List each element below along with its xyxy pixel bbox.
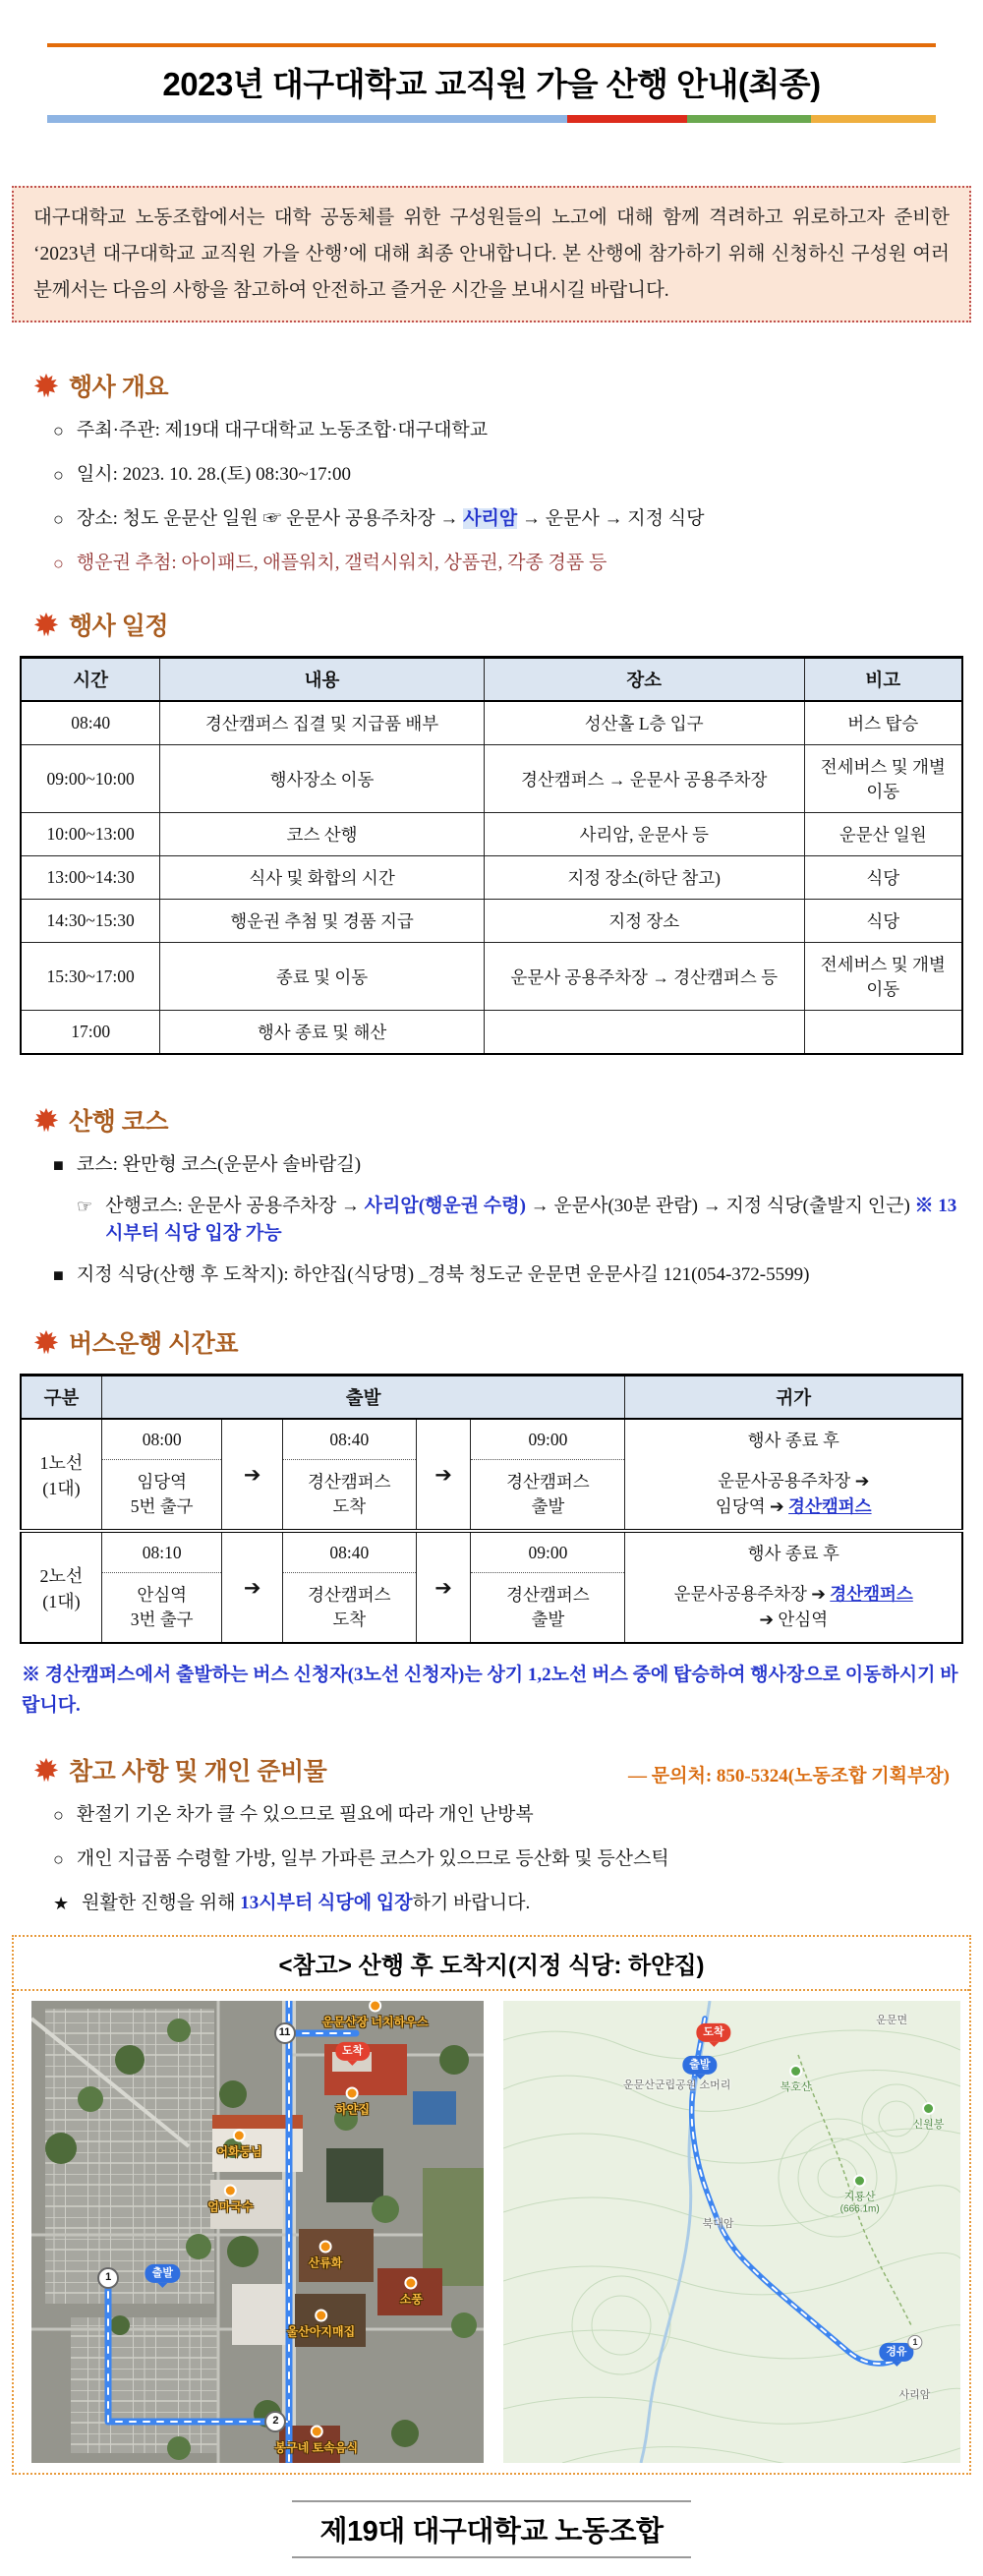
contact-info: ― 문의처: 850-5324(노동조합 기획부장) — [628, 1766, 950, 1786]
schedule-table — [20, 656, 963, 1055]
line-text — [77, 417, 963, 444]
line-text — [77, 505, 963, 533]
arrow-cell: ➔ — [416, 1531, 471, 1643]
table-cell: 13:00~14:30 — [21, 856, 160, 900]
return-route — [625, 1573, 961, 1642]
bus-body — [21, 1419, 962, 1643]
table-cell: 지정 장소(하단 참고) — [484, 856, 804, 900]
footer-organization: 제19대 대구대학교 노동조합 — [292, 2500, 690, 2558]
text-emphasis: 행운권 추첨: 아이패드, 애플워치, 갤럭시워치, 상품권, 각종 경품 등 — [76, 553, 607, 573]
stop-place — [471, 1573, 624, 1642]
text-segment: 원활한 진행을 위해 — [82, 1893, 241, 1913]
text-segment: 운문사공용주차장 ➔ — [718, 1471, 870, 1492]
route-number-marker: 2 — [264, 2411, 286, 2432]
poi-label — [275, 2425, 358, 2455]
poi-marker-icon — [319, 2240, 332, 2253]
stop-place-line: 임당역 — [137, 1471, 188, 1492]
poi-label — [309, 2240, 343, 2270]
text-segment: 장소: 청도 운문산 일원 ☞ 운문사 공용주차장 → — [76, 508, 464, 529]
poi-name: 하얀집 — [335, 2102, 370, 2117]
return-route-line — [625, 1469, 961, 1493]
destination-pin: 도착 — [696, 2023, 730, 2042]
peak-label — [912, 2102, 944, 2132]
text-emphasis: 사리암 — [463, 508, 518, 529]
notes-item — [53, 1845, 963, 1873]
section-heading — [33, 607, 963, 642]
poi-name: 엄마국수 — [207, 2199, 254, 2214]
column-header: 시간 — [21, 658, 160, 702]
text-segment: 지정 식당(산행 후 도착지): 하얀집(식당명) _경북 청도군 운문면 운문사길 121(054-372-5599) — [76, 1264, 810, 1285]
table-cell: 지정 장소 — [484, 900, 804, 943]
notes-item — [53, 1801, 963, 1829]
notes-list — [53, 1801, 963, 1917]
text-segment: 환절기 기온 차가 클 수 있으므로 필요에 따라 개인 난방복 — [76, 1804, 534, 1825]
header-color-bar — [47, 115, 936, 123]
column-header: 장소 — [484, 658, 804, 702]
line-text — [77, 1801, 963, 1829]
text-emphasis: 사리암(행운권 수령) — [364, 1196, 526, 1216]
return-route — [625, 1460, 961, 1529]
return-cell — [625, 1419, 962, 1531]
table-row — [21, 813, 962, 856]
poi-label — [322, 2001, 429, 2030]
route-number-marker: 1 — [97, 2267, 119, 2289]
table-cell: 코스 산행 — [160, 813, 485, 856]
return-route-line — [625, 1494, 961, 1519]
peak-marker-icon — [922, 2102, 935, 2115]
poi-marker-icon — [369, 2001, 381, 2013]
table-cell: 14:30~15:30 — [21, 900, 160, 943]
route-label-cell: 2노선 (1대) — [21, 1531, 101, 1643]
return-top: 행사 종료 후 — [747, 1430, 839, 1450]
table-row — [21, 701, 962, 745]
table-cell: 전세버스 및 개별 이동 — [804, 745, 962, 813]
text-segment: 산행코스: 운문사 공용주차장 → — [105, 1196, 365, 1216]
maple-leaf-icon — [33, 1107, 59, 1133]
maple-leaf-icon — [33, 1329, 59, 1355]
peak-marker-icon — [789, 2065, 802, 2078]
section-title: 버스운행 시간표 — [69, 1330, 238, 1358]
section-schedule — [20, 607, 963, 1055]
poi-label — [216, 2129, 261, 2159]
stop-place — [102, 1573, 222, 1642]
table-cell: 08:40 — [21, 701, 160, 745]
section-course — [20, 1102, 963, 1289]
table-cell — [484, 1011, 804, 1055]
text-segment: ➔ 안심역 — [759, 1609, 829, 1629]
color-bar-gold — [811, 115, 936, 123]
page-title: 2023년 대구대학교 교직원 가을 산행 안내(최종) — [162, 66, 821, 102]
stop-place-line: 경산캠퍼스 — [308, 1471, 391, 1492]
text-segment: 코스: 완만형 코스(운문사 솔바람길) — [76, 1154, 362, 1175]
stop-time: 09:00 — [471, 1533, 624, 1573]
arrow-cell: ➔ — [416, 1419, 471, 1531]
header-row — [21, 658, 962, 702]
table-cell: 버스 탑승 — [804, 701, 962, 745]
table-cell: 행사장소 이동 — [160, 745, 485, 813]
stop-place-line: 경산캠퍼스 — [506, 1471, 590, 1492]
table-cell: 경산캠퍼스 집결 및 지급품 배부 — [160, 701, 485, 745]
poi-label — [287, 2310, 356, 2340]
route-label-cell: 1노선 (1대) — [21, 1419, 101, 1531]
course-item — [53, 1151, 963, 1179]
table-row — [21, 943, 962, 1011]
destination-pin: 도착 — [335, 2042, 370, 2061]
peak-name: 복호산 — [780, 2080, 812, 2093]
stop-time: 08:10 — [102, 1533, 222, 1573]
course-list — [53, 1151, 963, 1289]
table-cell: 식당 — [804, 856, 962, 900]
poi-label — [335, 2087, 370, 2118]
bus-stop-cell — [471, 1419, 625, 1531]
section-title: 산행 코스 — [69, 1108, 169, 1136]
schedule-head — [21, 658, 962, 702]
stop-place — [102, 1460, 222, 1529]
bus-note — [22, 1660, 961, 1721]
stop-place-line: 안심역 — [137, 1584, 188, 1605]
bullet: ○ — [53, 421, 64, 440]
overview-item — [53, 417, 963, 444]
notes-item — [53, 1890, 963, 1917]
stop-place-line: 출발 — [531, 1610, 565, 1629]
poi-marker-icon — [233, 2129, 246, 2141]
color-bar-blue — [47, 115, 567, 123]
text-emphasis: ※ 13시부터 식당 입장 가능 — [105, 1196, 957, 1244]
table-cell: 09:00~10:00 — [21, 745, 160, 813]
section-title: 행사 일정 — [69, 613, 169, 640]
return-top: 행사 종료 후 — [747, 1543, 839, 1563]
section-heading — [33, 1324, 963, 1360]
bus-stop-cell — [101, 1531, 222, 1643]
bullet: ★ — [53, 1894, 70, 1913]
waypoint-pin: 출발 — [682, 2056, 717, 2075]
text-segment: 일시: 2023. 10. 28.(토) 08:30~17:00 — [76, 464, 351, 485]
bus-stop-cell — [282, 1531, 416, 1643]
bus-head — [21, 1376, 962, 1420]
section-overview — [20, 368, 963, 577]
bullet: ■ — [53, 1265, 64, 1285]
bullet: ☞ — [77, 1197, 93, 1216]
text-segment: 운문사공용주차장 ➔ — [673, 1584, 831, 1605]
text-segment: 주최·주관: 제19대 대구대학교 노동조합·대구대학교 — [76, 420, 489, 440]
column-header: 구분 — [21, 1376, 101, 1420]
table-cell: 경산캠퍼스 → 운문사 공용주차장 — [484, 745, 804, 813]
table-cell: 성산홀 L층 입구 — [484, 701, 804, 745]
waypoint-pin: 출발 — [145, 2264, 180, 2283]
peak-name: 신원봉 — [912, 2118, 945, 2131]
text-emphasis: ※ 경산캠퍼스에서 출발하는 버스 신청자(3노선 신청자)는 상기 1,2노선 버스 중에 탑승하여 행사장으로 이동하시기 바랍니다. — [22, 1665, 958, 1716]
peak-elevation: (666.1m) — [839, 2203, 880, 2215]
poi-name: 소풍 — [399, 2292, 423, 2307]
maps-box — [12, 1935, 971, 2475]
line-text — [77, 461, 963, 489]
section-heading — [33, 368, 963, 403]
peak-marker-icon — [853, 2175, 866, 2188]
table-row — [21, 745, 962, 813]
map-text-label: 사리암 — [898, 2388, 931, 2401]
stop-place — [283, 1573, 416, 1642]
stop-place-line: 3번 출구 — [130, 1610, 194, 1629]
bullet: ■ — [53, 1155, 64, 1175]
return-route-line — [625, 1582, 961, 1607]
column-header: 귀가 — [625, 1376, 962, 1420]
stop-place-line: 도착 — [332, 1496, 367, 1516]
topo-map-graphic — [503, 2001, 960, 2463]
map-text-label: 운문산군립공원 소머리 — [623, 2078, 731, 2091]
bus-stop-cell — [282, 1419, 416, 1531]
course-item — [53, 1261, 963, 1289]
intro-box: 대구대학교 노동조합에서는 대학 공동체를 위한 구성원들의 노고에 대해 함께 격려하고 위로하고자 준비한 ‘2023년 대구대학교 교직원 가을 산행’에 대해 최종 안내합니다. 본 산행에 참가하기 위해 신청하신 구성원 여러분께서는 다음의 사항을 참고하여 안전하고 즐거운 시간을 보내시길 바랍니다. — [12, 186, 971, 322]
maps-area — [14, 1991, 969, 2473]
maple-leaf-icon — [33, 612, 59, 637]
overview-item — [53, 550, 963, 577]
table-row — [21, 900, 962, 943]
arrow-cell: ➔ — [222, 1419, 282, 1531]
text-emphasis: 13시부터 식당에 입장 — [240, 1893, 413, 1913]
waypoint-pin: 경유 1 — [879, 2342, 913, 2361]
line-text — [82, 1890, 963, 1917]
stop-time: 08:40 — [283, 1420, 416, 1460]
return-route-line — [625, 1608, 961, 1632]
satellite-map-graphic — [31, 2001, 484, 2463]
overview-item — [53, 461, 963, 489]
maple-leaf-icon — [33, 373, 59, 398]
table-cell: 사리암, 운문사 등 — [484, 813, 804, 856]
poi-name: 어화둥님 — [216, 2144, 262, 2159]
header-accent-rule — [47, 43, 936, 47]
text-emphasis: 경산캠퍼스 — [788, 1495, 872, 1516]
bus-stop-cell — [471, 1531, 625, 1643]
stop-place — [283, 1460, 416, 1529]
return-cell — [625, 1531, 962, 1643]
route-number-marker: 11 — [274, 2022, 296, 2044]
bus-route-row — [21, 1419, 962, 1531]
table-row — [21, 856, 962, 900]
text-emphasis: 경산캠퍼스 — [830, 1584, 913, 1605]
stop-time: 08:00 — [102, 1420, 222, 1460]
map-text-label: 북대암 — [702, 2217, 734, 2230]
section-heading — [33, 1752, 326, 1787]
poi-name: 울산아지매집 — [286, 2324, 356, 2339]
bus-stop-cell — [101, 1419, 222, 1531]
notes-heading-row — [20, 1752, 950, 1787]
section-bus — [20, 1324, 963, 1721]
bullet: ○ — [53, 465, 64, 485]
topo-map — [503, 2001, 960, 2463]
course-item — [77, 1193, 963, 1248]
line-text — [77, 1845, 963, 1873]
poi-marker-icon — [405, 2277, 418, 2290]
table-cell: 운문사 공용주차장 → 경산캠퍼스 등 — [484, 943, 804, 1011]
peak-label — [781, 2065, 812, 2094]
color-bar-red — [567, 115, 687, 123]
stop-place — [471, 1460, 624, 1529]
line-text — [105, 1193, 963, 1248]
stop-place-line: 경산캠퍼스 — [506, 1584, 590, 1605]
poi-name: 산류화 — [308, 2255, 343, 2269]
section-title: 참고 사항 및 개인 준비물 — [69, 1758, 327, 1786]
satellite-map — [31, 2001, 484, 2463]
text-segment: → 운문사(30분 관람) → 지정 식당(출발지 인근) — [525, 1196, 915, 1216]
table-cell: 종료 및 이동 — [160, 943, 485, 1011]
peak-label — [840, 2175, 880, 2215]
table-cell: 15:30~17:00 — [21, 943, 160, 1011]
stop-place-line: 출발 — [531, 1496, 565, 1516]
poi-marker-icon — [346, 2087, 359, 2100]
stop-time: 08:40 — [283, 1533, 416, 1573]
column-header: 비고 — [804, 658, 962, 702]
table-row — [21, 1011, 962, 1055]
table-cell — [804, 1011, 962, 1055]
bullet: ○ — [53, 554, 64, 573]
section-notes — [20, 1752, 963, 1917]
text-segment: → 운문사 → 지정 식당 — [517, 508, 705, 529]
line-text — [77, 1261, 963, 1289]
poi-label — [400, 2277, 423, 2308]
bullet: ○ — [53, 1805, 64, 1825]
stop-place-line: 도착 — [332, 1610, 367, 1629]
map-text-label: 운문면 — [876, 2014, 908, 2026]
line-text — [77, 1151, 963, 1179]
schedule-body — [21, 701, 962, 1054]
bullet: ○ — [53, 509, 64, 529]
table-cell: 식사 및 화합의 시간 — [160, 856, 485, 900]
peak-name: 지룡산 — [843, 2191, 876, 2203]
stop-place-line: 경산캠퍼스 — [308, 1584, 391, 1605]
column-header: 출발 — [101, 1376, 625, 1420]
bus-timetable — [20, 1374, 963, 1644]
overview-list — [53, 417, 963, 577]
maple-leaf-icon — [33, 1757, 59, 1783]
section-title: 행사 개요 — [69, 374, 169, 401]
bullet: ○ — [53, 1849, 64, 1869]
table-cell: 행운권 추첨 및 경품 지급 — [160, 900, 485, 943]
poi-marker-icon — [310, 2425, 322, 2437]
poi-marker-icon — [224, 2185, 237, 2197]
stop-time: 09:00 — [471, 1420, 624, 1460]
table-cell: 10:00~13:00 — [21, 813, 160, 856]
table-cell: 17:00 — [21, 1011, 160, 1055]
poi-marker-icon — [315, 2310, 327, 2322]
text-segment: 개인 지급품 수령할 가방, 일부 가파른 코스가 있으므로 등산화 및 등산스틱 — [76, 1848, 669, 1869]
poi-name: 운문산장 너치하우스 — [321, 2015, 429, 2029]
footer — [0, 2500, 983, 2558]
poi-label — [207, 2185, 253, 2215]
maps-title: <참고> 산행 후 도착지(지정 식당: 하얀집) — [14, 1937, 969, 1991]
bus-route-row — [21, 1531, 962, 1643]
stop-place-line: 5번 출구 — [130, 1496, 194, 1516]
table-cell: 전세버스 및 개별 이동 — [804, 943, 962, 1011]
table-cell: 운문산 일원 — [804, 813, 962, 856]
pin-badge: 1 — [908, 2334, 923, 2349]
table-cell: 행사 종료 및 해산 — [160, 1011, 485, 1055]
section-heading — [33, 1102, 963, 1138]
overview-item — [53, 505, 963, 533]
line-text — [77, 550, 963, 577]
header-row — [21, 1376, 962, 1420]
text-segment: 하기 바랍니다. — [412, 1893, 531, 1913]
color-bar-green — [687, 115, 812, 123]
arrow-cell: ➔ — [222, 1531, 282, 1643]
text-segment: 임당역 ➔ — [715, 1495, 789, 1516]
column-header: 내용 — [160, 658, 485, 702]
poi-name: 봉구네 토속음식 — [274, 2440, 359, 2454]
table-cell: 식당 — [804, 900, 962, 943]
